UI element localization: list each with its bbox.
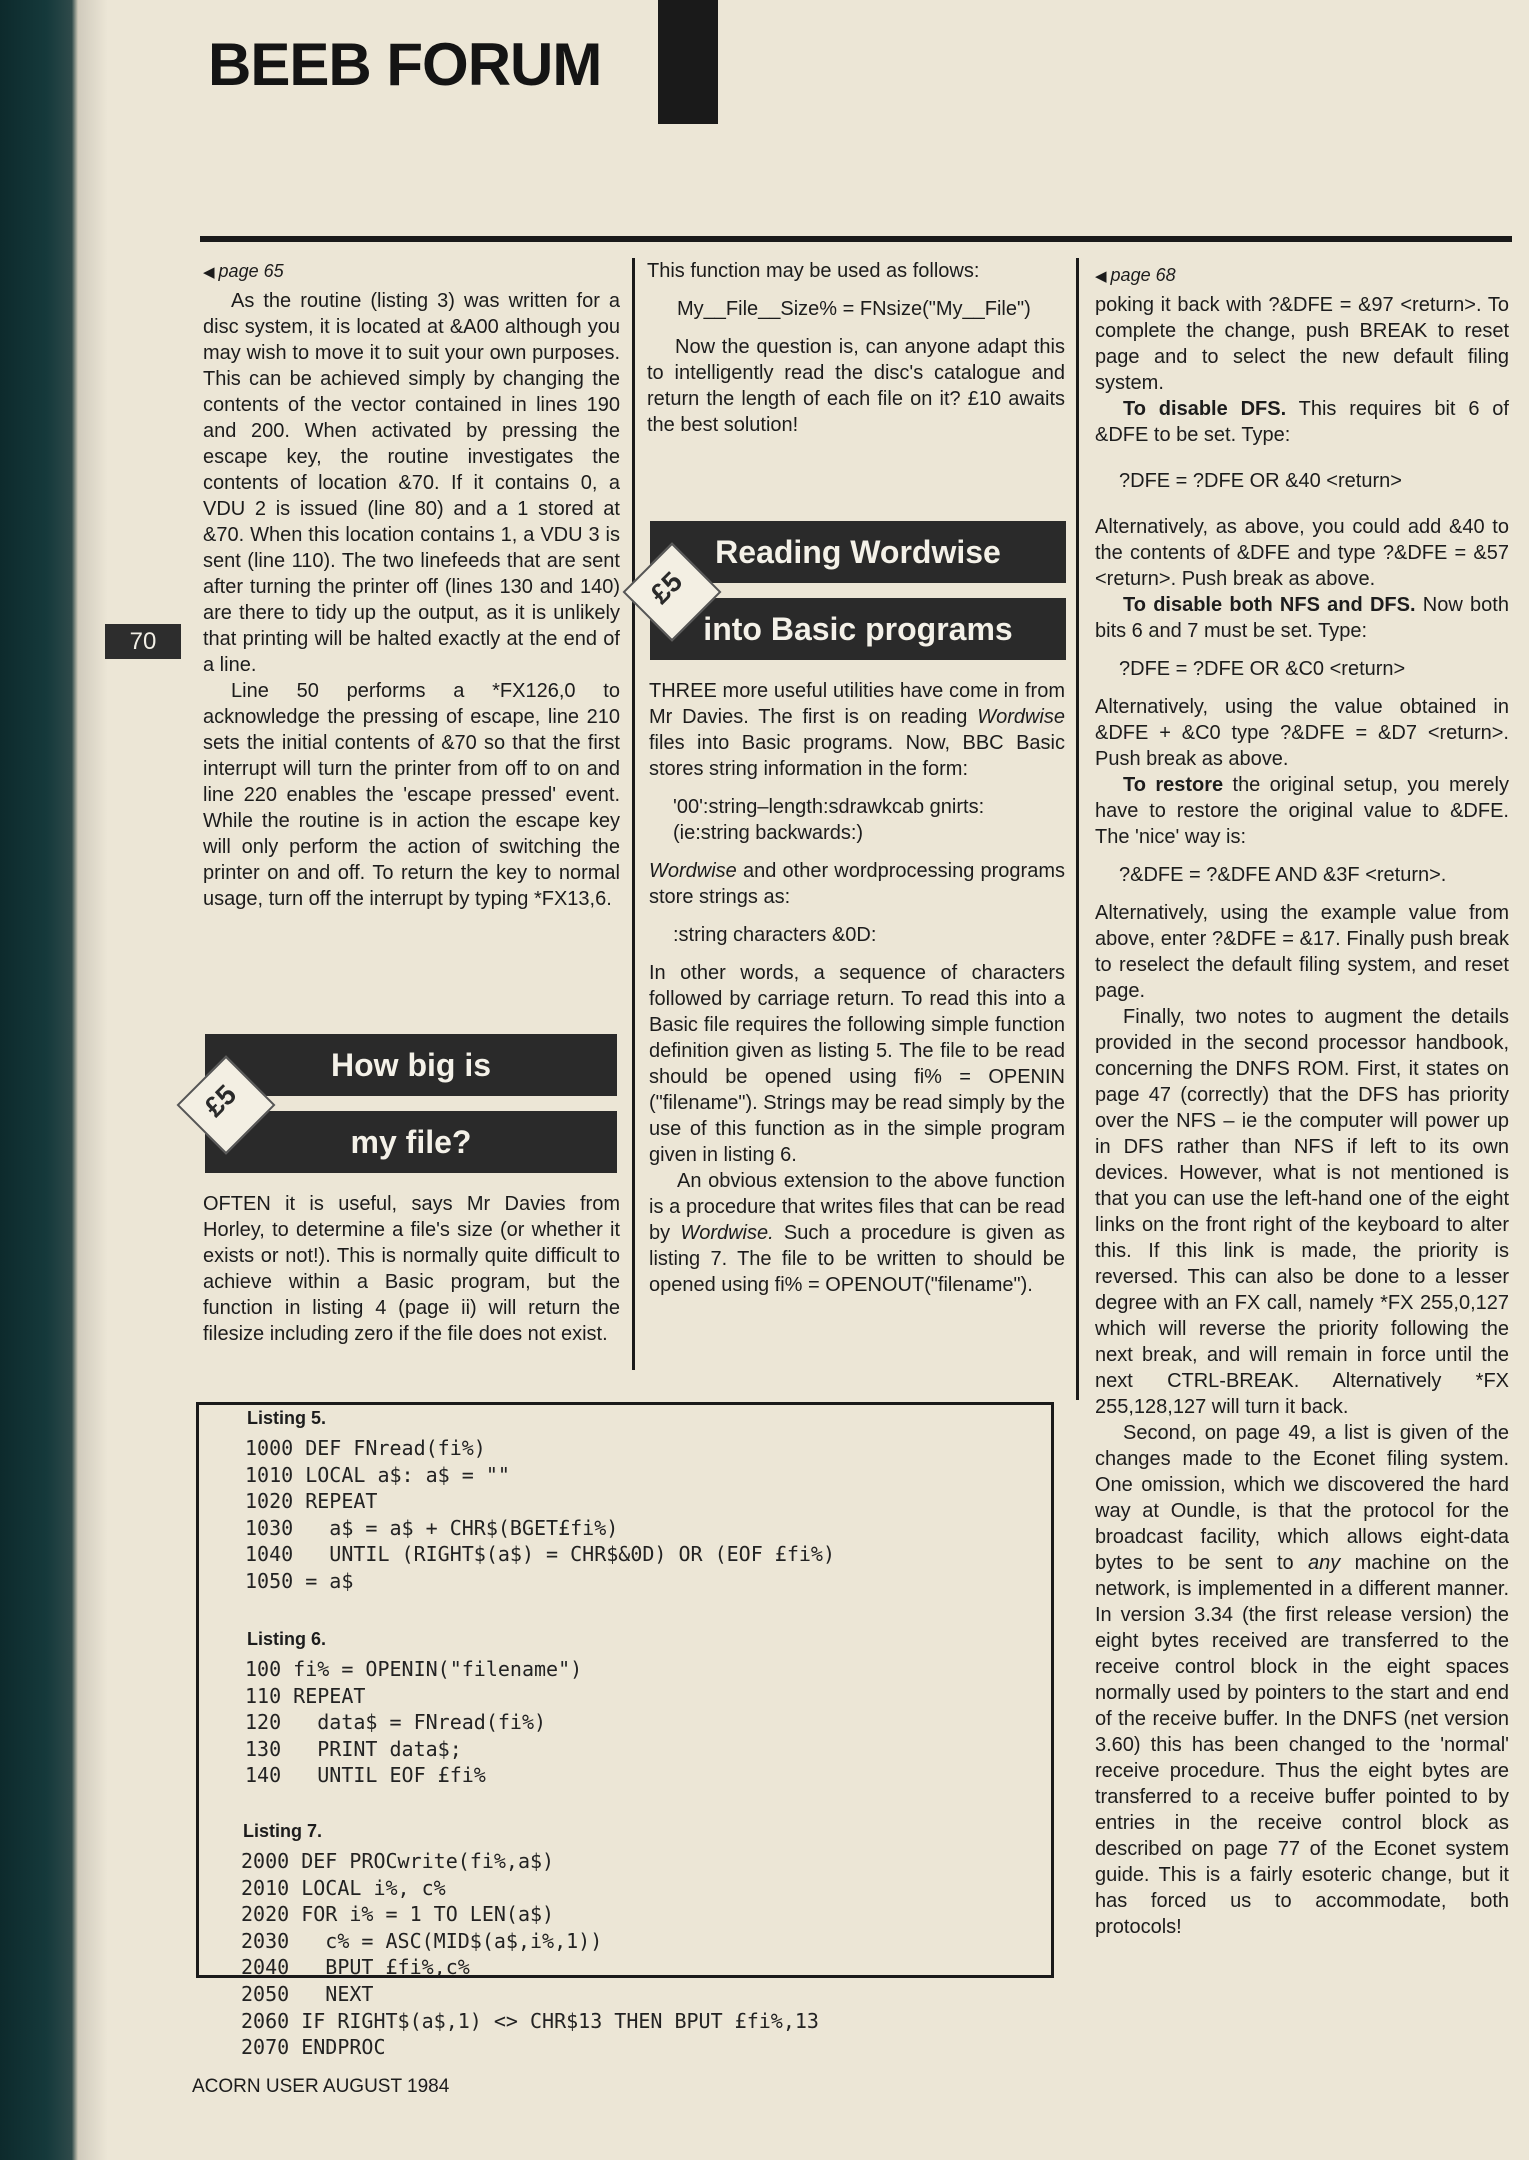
code-line: 2050 NEXT bbox=[241, 1981, 374, 2006]
column-divider bbox=[1076, 258, 1079, 1400]
paragraph: To disable both NFS and DFS. Now both bits 6 and 7 must be set. Type: bbox=[1095, 594, 1509, 642]
code-line: 2010 LOCAL i%, c% bbox=[241, 1875, 446, 1900]
column-1-box-text bbox=[203, 1191, 620, 1347]
code-line: 2070 ENDPROC bbox=[241, 2035, 386, 2060]
code-line: 2030 c% = ASC(MID$(a$,i%,1)) bbox=[241, 1928, 603, 1953]
paragraph: To restore the original setup, you merely have to restore the original value to &DFE. The 'nice' way is: bbox=[1095, 774, 1509, 848]
string-form: :string characters &0D: bbox=[673, 924, 877, 946]
paragraph: As the routine (listing 3) was written for a disc system, it is located at &A00 although you may wish to move it to suit your own purposes. This can be achieved simply by changing the contents of the vector contained in lines 190 and 200. When activated by pressing the escape key, the routine investigates the contents of location &70. If it contains 0, a VDU 2 is issued (line 80) and a 1 stored at &70. When this location contains 1, a VDU 3 is sent (line 110). The two linefeeds that are sent after turning the printer off (lines 130 and 140) are there to tidy up the output, as it is unlikely that printing will be halted exactly at the end of a line. bbox=[203, 290, 620, 676]
paragraph: This function may be used as follows: bbox=[647, 260, 980, 282]
box-title-line-1: How big is bbox=[205, 1034, 617, 1096]
code-line: 1020 REPEAT bbox=[245, 1489, 378, 1514]
code-line: 100 fi% = OPENIN("filename") bbox=[245, 1657, 583, 1681]
command: ?&DFE = ?&DFE AND &3F <return>. bbox=[1119, 864, 1447, 886]
code-line: 1040 UNTIL (RIGHT$(a$) = CHR$&0D) OR (EOF £fi%) bbox=[245, 1542, 836, 1567]
footer: ACORN USER AUGUST 1984 bbox=[192, 2076, 450, 2097]
left-arrow-icon: ◀ bbox=[203, 264, 215, 281]
section-title: BEEB FORUM bbox=[208, 31, 602, 98]
listing-6-title: Listing 6. bbox=[247, 1629, 327, 1649]
command: ?DFE = ?DFE OR &40 <return> bbox=[1119, 470, 1402, 492]
paragraph: Alternatively, using the value obtained in &DFE + &C0 type ?&DFE = &D7 <return>. Push break as above. bbox=[1095, 696, 1509, 770]
listing-5-code bbox=[245, 1435, 835, 1595]
continued-marker: ◀ page 68 bbox=[1095, 265, 1176, 285]
box-title-line-2: my file? bbox=[205, 1111, 617, 1173]
code-line: 2020 FOR i% = 1 TO LEN(a$) bbox=[241, 1902, 555, 1927]
box-title-line-2: into Basic programs bbox=[650, 598, 1066, 660]
paragraph: Finally, two notes to augment the details provided in the second processor handbook, concerning the DNFS ROM. First, it states on page 47 (correctly) that the DFS has priority over the NFS – ie the computer will power up in DFS rather than NFS if left to its own devices. However, what is not mentioned is that you can use the left-hand one of the eight links on the front right of the keyboard to alter this. If this link is made, the priority is reversed. This can also be done to a lesser degree with an FX call, namely *FX 255,0,127 which will reverse the priority following the next break, and will remain in force until the next CTRL-BREAK. Alternatively *FX 255,128,127 will turn it back. bbox=[1095, 1006, 1509, 1418]
paragraph: Line 50 performs a *FX126,0 to acknowledge the pressing of escape, line 210 sets the initial contents of &70 so that the first interrupt will turn the printer from off to on and line 220 enables the 'escape pressed' event. While the routine is in action the escape key will only perform the action of switching the printer on and off. To return the key to normal usage, turn off the interrupt by typing *FX13,6. bbox=[203, 680, 620, 910]
paragraph: In other words, a sequence of characters followed by carriage return. To read this into a Basic file requires the following simple function definition given as listing 5. The file to be read should be opened using fi% = OPENIN ("filename"). Strings may be read simply by the use of this function as in the simple program given in listing 6. bbox=[649, 962, 1065, 1166]
code-line: 120 data$ = FNread(fi%) bbox=[245, 1710, 547, 1735]
code-line: 1000 DEF FNread(fi%) bbox=[245, 1436, 486, 1460]
code-line: 2000 DEF PROCwrite(fi%,a$) bbox=[241, 1849, 555, 1873]
paragraph: Second, on page 49, a list is given of the changes made to the Econet filing system. One omission, which we discovered the hard way at Oundle, is that the protocol for the broadcast facility, which allows eight-data bytes to be sent to any machine on the network, is implemented in a different manner. In version 3.34 (the first release version) the eight bytes received are transferred to the receive control block in the eight spaces normally used by pointers to the start and end of the receive buffer. In the DNFS (net version 3.60) this has been changed to the 'normal' receive procedure. Thus the eight bytes are transferred to a receive buffer pointed to by entries in the receive control block as described on page 77 of the Econet system guide. This is a fairly esoteric change, but it has forced us to accommodate, both protocols! bbox=[1095, 1422, 1509, 1938]
left-arrow-icon: ◀ bbox=[1095, 268, 1107, 285]
header-rule bbox=[200, 236, 1512, 242]
paragraph: Wordwise and other wordprocessing programs store strings as: bbox=[649, 860, 1065, 908]
listing-7-code bbox=[241, 1848, 819, 2061]
listing-7-title: Listing 7. bbox=[243, 1821, 323, 1841]
listing-5-title: Listing 5. bbox=[247, 1408, 327, 1428]
code-line: 1010 LOCAL a$: a$ = "" bbox=[245, 1462, 510, 1487]
column-2-box-text bbox=[649, 678, 1065, 1298]
column-3 bbox=[1095, 262, 1509, 1940]
prize-amount: £5 bbox=[198, 1078, 243, 1123]
page-number: 70 bbox=[105, 624, 181, 659]
code-line: 110 REPEAT bbox=[245, 1683, 366, 1708]
header-block bbox=[658, 0, 718, 124]
code-line: 2040 BPUT £fi%,c% bbox=[241, 1955, 470, 1980]
paragraph: OFTEN it is useful, says Mr Davies from Horley, to determine a file's size (or whether it exists or not!). This is normally quite difficult to achieve within a Basic program, but the function in listing 4 (page ii) will return the filesize including zero if the file does not exist. bbox=[203, 1193, 620, 1345]
paragraph: Now the question is, can anyone adapt this to intelligently read the disc's catalogue and return the length of each file on it? £10 awaits the best solution! bbox=[647, 336, 1065, 436]
code-usage: My__File__Size% = FNsize("My__File") bbox=[677, 298, 1031, 320]
code-line: 130 PRINT data$; bbox=[245, 1736, 462, 1761]
paragraph: An obvious extension to the above function is a procedure that writes files that can be read by Wordwise. Such a procedure is given as listing 7. The file to be written to should be opened using fi% = OPENOUT("filename"). bbox=[649, 1170, 1065, 1296]
listing-6-code bbox=[245, 1656, 582, 1789]
binding-spine bbox=[0, 0, 78, 2160]
code-line: 140 UNTIL EOF £fi% bbox=[245, 1763, 486, 1788]
paragraph: To disable DFS. This requires bit 6 of &DFE to be set. Type: bbox=[1095, 398, 1509, 446]
prize-amount: £5 bbox=[644, 565, 689, 610]
column-2 bbox=[647, 258, 1065, 438]
code-line: 2060 IF RIGHT$(a$,1) <> CHR$13 THEN BPUT £fi%,13 bbox=[241, 2008, 819, 2033]
paragraph: poking it back with ?&DFE = &97 <return>. To complete the change, push BREAK to reset page and to select the new default filing system. bbox=[1095, 294, 1509, 394]
continued-marker: ◀ page 65 bbox=[203, 261, 284, 281]
command: ?DFE = ?DFE OR &C0 <return> bbox=[1119, 658, 1406, 680]
string-form: '00':string–length:sdrawkcab gnirts: (ie:string backwards:) bbox=[673, 796, 985, 844]
paragraph: Alternatively, using the example value from above, enter ?&DFE = &17. Finally push break to reselect the default filing system, and reset page. bbox=[1095, 902, 1509, 1002]
column-divider bbox=[632, 258, 635, 1370]
code-line: 1050 = a$ bbox=[245, 1568, 354, 1593]
code-line: 1030 a$ = a$ + CHR$(BGET£fi%) bbox=[245, 1515, 619, 1540]
paragraph: THREE more useful utilities have come in from Mr Davies. The first is on reading Wordwise files into Basic programs. Now, BBC Basic stores string information in the form: bbox=[649, 680, 1065, 780]
column-1 bbox=[203, 258, 620, 912]
box-title-line-1: Reading Wordwise bbox=[650, 521, 1066, 583]
spine-shadow bbox=[78, 0, 108, 2160]
paragraph: Alternatively, as above, you could add &40 to the contents of &DFE and type ?&DFE = &57 <return>. Push break as above. bbox=[1095, 516, 1509, 590]
